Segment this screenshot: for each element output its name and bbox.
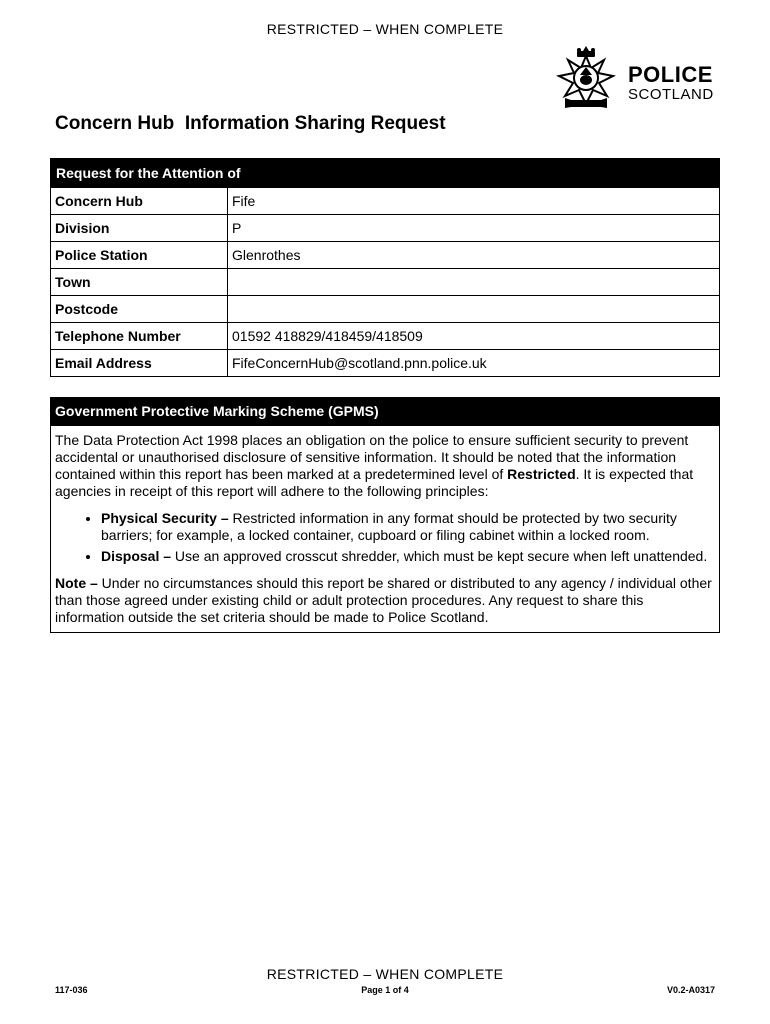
email-address-field[interactable]: FifeConcernHub@scotland.pnn.police.uk <box>228 350 720 377</box>
page-number: Page 1 of 4 <box>361 985 409 995</box>
note-text: Under no circumstances should this report be shared or distributed to any agency / individual other than those agreed under existing child or adult protection procedures. Any request to share this information outside the set criteria should be made to Police Scotland. <box>55 575 712 625</box>
postcode-field[interactable] <box>228 296 720 323</box>
restricted-marking-top: RESTRICTED – WHEN COMPLETE <box>266 21 504 37</box>
police-scotland-crest-icon <box>553 44 619 116</box>
page-title: Concern Hub Information Sharing Request <box>55 113 446 134</box>
telephone-number-label: Telephone Number <box>51 323 228 350</box>
logo-police-text: POLICE <box>628 62 713 87</box>
restricted-marking-bottom: RESTRICTED – WHEN COMPLETE <box>266 966 504 982</box>
disposal-text: Use an approved crosscut shredder, which must be kept secure when left unattended. <box>171 548 708 564</box>
list-item <box>101 548 715 565</box>
version-code: V0.2-A0317 <box>666 985 715 995</box>
postcode-label: Postcode <box>51 296 228 323</box>
gpms-note <box>55 575 715 626</box>
physical-security-term: Physical Security – <box>101 510 229 526</box>
town-label: Town <box>51 269 228 296</box>
note-term: Note – <box>55 575 98 591</box>
division-field[interactable]: P <box>228 215 720 242</box>
logo-scotland-text: SCOTLAND <box>628 86 714 103</box>
table-row <box>51 242 720 269</box>
gpms-section <box>50 397 720 633</box>
email-address-label: Email Address <box>51 350 228 377</box>
request-table-heading: Request for the Attention of <box>51 159 720 188</box>
gpms-intro <box>55 432 715 500</box>
table-row <box>51 269 720 296</box>
gpms-principles-list <box>55 510 715 565</box>
gpms-heading: Government Protective Marking Scheme (GPMS) <box>51 398 719 426</box>
division-label: Division <box>51 215 228 242</box>
gpms-intro-text: The Data Protection Act 1998 places an obligation on the police to ensure sufficient security to prevent accidental or unauthorised disclosure of sensitive information. It should be noted that the information contained within this report has been marked at a predetermined level of <box>55 432 689 482</box>
telephone-number-field[interactable]: 01592 418829/418459/418509 <box>228 323 720 350</box>
table-row <box>51 350 720 377</box>
town-field[interactable] <box>228 269 720 296</box>
list-item <box>101 510 715 544</box>
table-row <box>51 296 720 323</box>
gpms-intro-restricted: Restricted <box>507 466 576 482</box>
police-scotland-logo <box>553 44 723 114</box>
table-row <box>51 188 720 215</box>
disposal-term: Disposal – <box>101 548 172 564</box>
gpms-body <box>51 426 719 632</box>
table-row <box>51 215 720 242</box>
concern-hub-label: Concern Hub <box>51 188 228 215</box>
form-code: 117-036 <box>55 985 88 995</box>
physical-security-text: Restricted information in any format should be protected by two security barriers; for example, a locked container, cupboard or filing cabinet within a locked room. <box>101 510 677 543</box>
request-table <box>50 158 720 377</box>
gpms-intro-text-end: . It is expected that agencies in receipt of this report will adhere to the following principles: <box>55 466 694 499</box>
table-row <box>51 323 720 350</box>
police-station-field[interactable]: Glenrothes <box>228 242 720 269</box>
concern-hub-field[interactable]: Fife <box>228 188 720 215</box>
police-station-label: Police Station <box>51 242 228 269</box>
